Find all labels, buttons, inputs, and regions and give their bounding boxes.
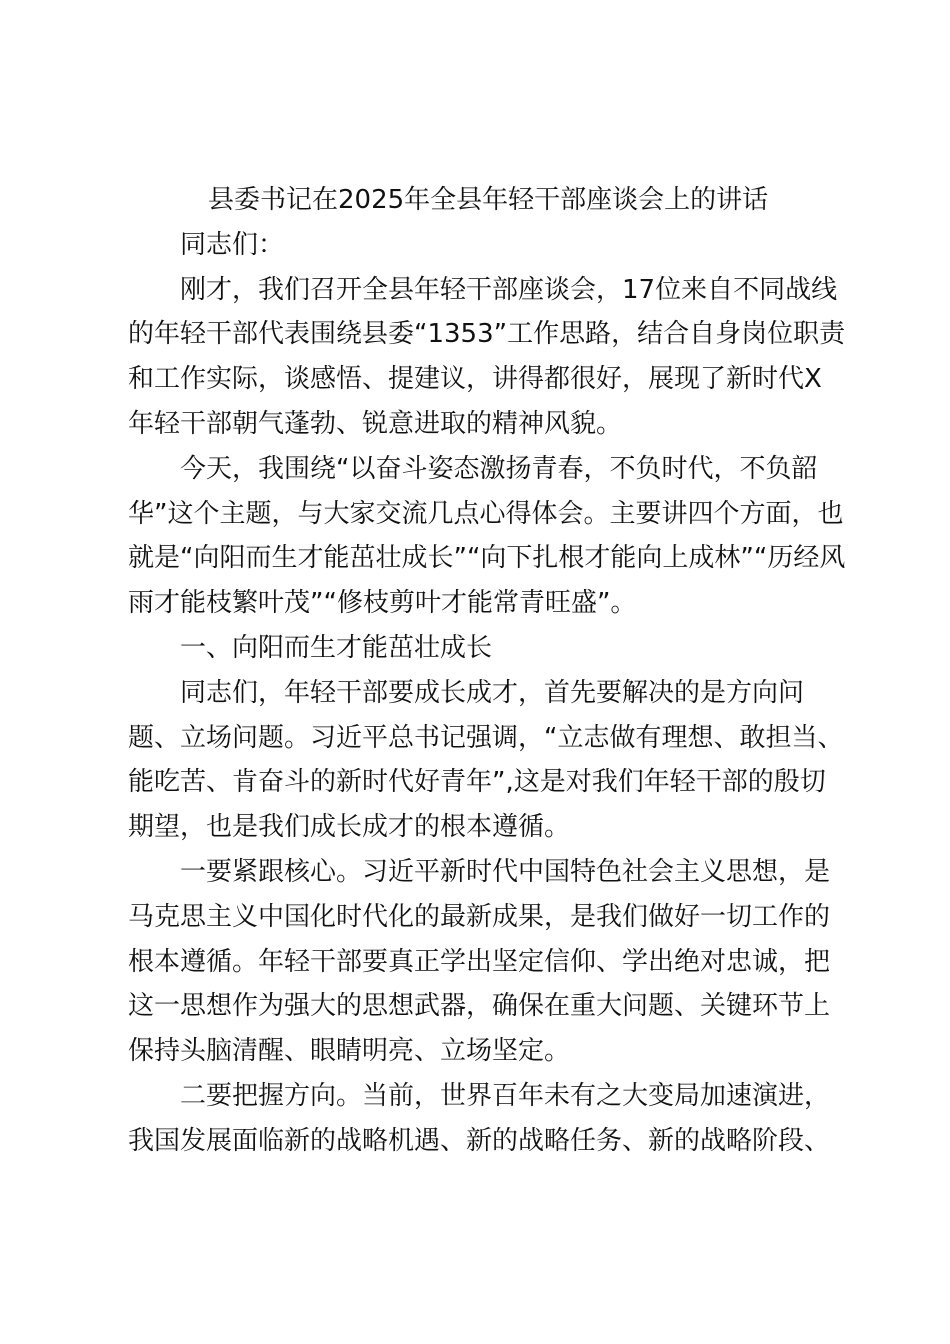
paragraph xyxy=(128,850,836,1074)
paragraph-line: 刚才，我们召开全县年轻干部座谈会，17位来自不同战线 xyxy=(180,274,838,305)
document-title: 县委书记在2025年全县年轻干部座谈会上的讲话 xyxy=(208,185,769,215)
paragraph-line: 一要紧跟核心。习近平新时代中国特色社会主义思想，是 xyxy=(180,856,831,887)
paragraph-line: 期望，也是我们成长成才的根本遵循。 xyxy=(128,812,571,843)
paragraph-line: 能吃苦、肯奋斗的新时代好青年”,这是对我们年轻干部的殷切 xyxy=(128,767,826,798)
paragraph-line: 华”这个主题，与大家交流几点心得体会。主要讲四个方面，也 xyxy=(128,498,844,529)
paragraph xyxy=(128,447,846,626)
paragraph-line: 一、向阳而生才能茁壮成长 xyxy=(180,632,493,663)
paragraph-line: 题、立场问题。习近平总书记强调，“立志做有理想、敢担当、 xyxy=(128,722,844,753)
paragraph-line: 年轻干部朝气蓬勃、锐意进取的精神风貌。 xyxy=(128,408,623,439)
paragraph-line: 就是“向阳而生才能茁壮成长”“向下扎根才能向上成林”“历经风 xyxy=(128,543,846,574)
paragraph-line: 二要把握方向。当前，世界百年未有之大变局加速演进， xyxy=(180,1080,831,1111)
salutation: 同志们： xyxy=(180,229,285,260)
paragraph-line: 的年轻干部代表围绕县委“1353”工作思路，结合自身岗位职责 xyxy=(128,319,846,350)
paragraph xyxy=(128,268,846,447)
paragraph xyxy=(128,671,844,850)
paragraph-line: 今天，我围绕“以奋斗姿态激扬青春，不负时代，不负韶 xyxy=(180,453,818,484)
document-body xyxy=(128,178,846,1164)
paragraph-list xyxy=(128,268,846,1164)
paragraph-line: 雨才能枝繁叶茂”“修枝剪叶才能常青旺盛”。 xyxy=(128,588,637,619)
paragraph-line: 马克思主义中国化时代化的最新成果，是我们做好一切工作的 xyxy=(128,901,831,932)
paragraph-line: 同志们，年轻干部要成长成才，首先要解决的是方向问 xyxy=(180,677,805,708)
paragraph-line: 根本遵循。年轻干部要真正学出坚定信仰、学出绝对忠诚，把 xyxy=(128,946,831,977)
paragraph-line: 我国发展面临新的战略机遇、新的战略任务、新的战略阶段、 xyxy=(128,1125,831,1156)
paragraph xyxy=(128,626,836,671)
paragraph-line: 这一思想作为强大的思想武器，确保在重大问题、关键环节上 xyxy=(128,991,831,1022)
paragraph xyxy=(128,1074,836,1164)
paragraph-line: 和工作实际，谈感悟、提建议，讲得都很好，展现了新时代X xyxy=(128,364,822,395)
paragraph-line: 保持头脑清醒、眼睛明亮、立场坚定。 xyxy=(128,1036,571,1067)
